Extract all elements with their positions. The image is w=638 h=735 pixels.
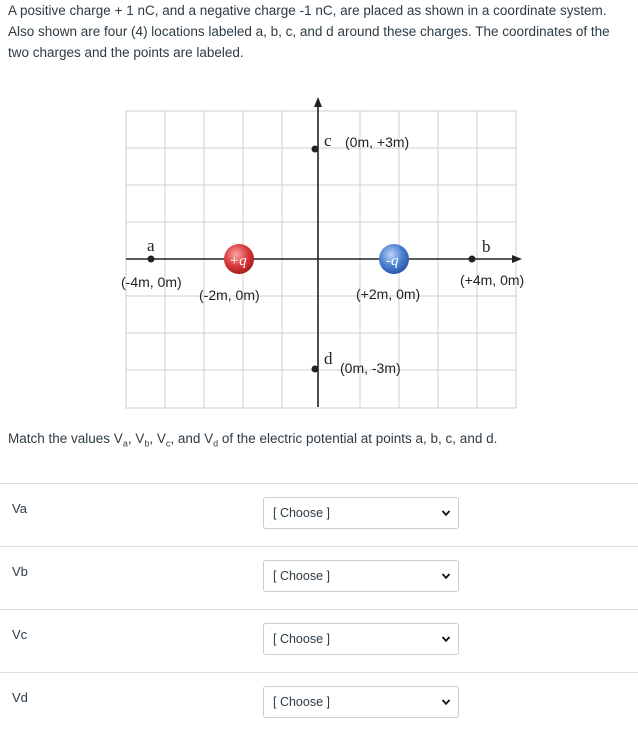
row-label: Va	[12, 501, 27, 516]
point-d-dot	[312, 366, 319, 373]
point-b-letter: b	[482, 237, 491, 256]
match-row-vb	[0, 546, 638, 609]
positive-charge-coords: (-2m, 0m)	[199, 287, 260, 303]
coordinate-figure	[110, 95, 550, 415]
negative-charge-coords: (+2m, 0m)	[356, 286, 421, 302]
match-instruction: Match the values $V_a$, $V_b$, $V_c$, and $V_d$ of the electric potential at points a, b, c, and d.	[8, 431, 498, 449]
point-a-coords: (-4m, 0m)	[121, 274, 182, 290]
dropdown-value: [ Choose ]	[273, 695, 330, 709]
vd-dropdown[interactable]	[263, 686, 459, 718]
match-row-va	[0, 483, 638, 546]
row-label: Vc	[12, 627, 28, 642]
point-b-dot	[469, 256, 476, 263]
match-row-vd	[0, 672, 638, 735]
point-c-letter: c	[324, 131, 332, 150]
point-a-letter: a	[147, 236, 155, 255]
row-label: Vb	[12, 564, 28, 579]
point-d-coords: (0m, -3m)	[340, 360, 401, 376]
dropdown-value: [ Choose ]	[273, 632, 330, 646]
vb-dropdown[interactable]	[263, 560, 459, 592]
chevron-down-icon	[441, 697, 451, 707]
x-axis-arrow	[512, 255, 522, 263]
point-d-letter: d	[324, 349, 333, 368]
point-a-dot	[148, 256, 155, 263]
point-c-coords: (0m, +3m)	[345, 134, 410, 150]
question-intro: A positive charge + 1 nC, and a negative charge -1 nC, are placed as shown in a coordinate system. Also shown are four (4) locations labeled a, b, c, and d around these charges. The coordinates of the two charges and the points are labeled.	[8, 3, 610, 60]
negative-charge-label: -q	[386, 253, 399, 269]
dropdown-value: [ Choose ]	[273, 569, 330, 583]
vc-dropdown[interactable]	[263, 623, 459, 655]
dropdown-value: [ Choose ]	[273, 506, 330, 520]
point-c-dot	[312, 146, 319, 153]
match-rows	[0, 483, 638, 735]
chevron-down-icon	[441, 571, 451, 581]
row-label: Vd	[12, 690, 28, 705]
axes	[126, 103, 515, 407]
positive-charge-label: +q	[229, 253, 247, 269]
va-dropdown[interactable]	[263, 497, 459, 529]
point-b-coords: (+4m, 0m)	[460, 272, 525, 288]
chevron-down-icon	[441, 508, 451, 518]
chevron-down-icon	[441, 634, 451, 644]
coordinate-diagram	[110, 95, 550, 415]
y-axis-arrow	[314, 97, 322, 107]
match-row-vc	[0, 609, 638, 672]
